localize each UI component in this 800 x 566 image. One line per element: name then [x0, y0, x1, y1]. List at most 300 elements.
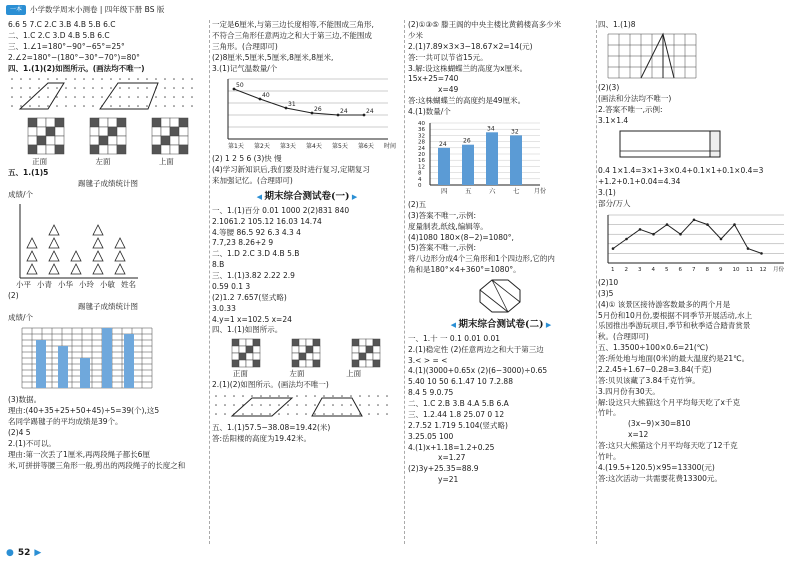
grid-dot — [377, 395, 379, 397]
grid-dot — [296, 404, 298, 406]
view-cell — [28, 136, 37, 145]
page-header — [6, 4, 164, 16]
header-title: 小学数学周末小测卷 | 四年级下册 BS 版 — [30, 4, 165, 14]
grid-dot — [341, 413, 343, 415]
answer-line: 名同学踢毽子的平均成绩是39个。 — [8, 417, 123, 427]
grid-dot — [332, 395, 334, 397]
answer-line: (5)答案不唯一,示例: — [408, 243, 477, 253]
view-cell — [239, 360, 246, 367]
view-cell — [55, 127, 64, 136]
grid-dot — [83, 88, 85, 90]
grid-dot — [173, 79, 175, 81]
grid-dot — [101, 79, 103, 81]
view-cell — [359, 346, 366, 353]
grid-dot — [128, 79, 130, 81]
line-chart-months — [598, 211, 794, 277]
col1-bottom-lines — [8, 395, 208, 471]
footer-bullet-icon: ● — [6, 547, 14, 558]
grid-dot — [287, 404, 289, 406]
answer-line: 2.∠2=180°−(180°−30°−70°)=80° — [8, 52, 140, 62]
grid-dot — [74, 97, 76, 99]
tick-label: 4 — [418, 176, 422, 183]
grid-dot — [56, 106, 58, 108]
answer-line: 3.(1) — [598, 188, 616, 198]
answer-line: 三、1.2.44 1.8 25.07 0 12 — [408, 409, 505, 419]
grid-dot — [173, 88, 175, 90]
answer-line: 二、1.C 2.B 3.B 4.A 5.B 6.A — [408, 399, 509, 409]
view-cell — [170, 136, 179, 145]
grid-dot — [11, 88, 13, 90]
view-cell — [352, 353, 359, 360]
answer-line: (2)3y+25.35=88.9 — [408, 464, 479, 474]
grid-dot — [164, 88, 166, 90]
answer-line: 解:设这只大熊猫这个月平均每天吃了x千克 — [598, 397, 740, 407]
tick-label: 3 — [638, 266, 642, 273]
grid-dot — [350, 404, 352, 406]
view-cell — [37, 118, 46, 127]
answer-line: 来加强记忆。(合理即可) — [212, 176, 293, 186]
grid-dot — [191, 97, 193, 99]
column-4 — [598, 20, 794, 544]
answer-line: 米,可拼拼等腰三角形一般,剪出的两段绳子的长度之和 — [8, 460, 186, 470]
x-unit-label: 月份 — [534, 187, 547, 195]
footer-arrow-icon: ▶ — [34, 547, 42, 558]
grid-dot — [305, 413, 307, 415]
grid-dot — [251, 404, 253, 406]
test2-title: ◀ 期末综合测试卷(二) ▶ — [450, 319, 552, 330]
grid-dot — [110, 88, 112, 90]
grid-dot — [38, 106, 40, 108]
triangle-icon — [93, 264, 103, 274]
grid-dot — [332, 413, 334, 415]
grid-dot — [386, 395, 388, 397]
grid-dot — [92, 88, 94, 90]
grid-dot — [11, 79, 13, 81]
answer-line: 2.7.52 1.719 5.104(竖式略) — [408, 420, 508, 430]
page-footer — [6, 547, 41, 560]
view-cell — [366, 360, 373, 367]
view-cell — [373, 339, 380, 346]
grid-dot — [119, 106, 121, 108]
view-cell — [373, 353, 380, 360]
view-cell — [179, 118, 188, 127]
answer-line: 3.四月份有30天。 — [598, 386, 660, 396]
grid-dot — [215, 413, 217, 415]
grid-dot — [386, 404, 388, 406]
view-cell — [246, 360, 253, 367]
grid-dot — [110, 79, 112, 81]
grid-dot — [20, 106, 22, 108]
view-cell — [161, 127, 170, 136]
grid-dot — [155, 97, 157, 99]
view-cell — [108, 127, 117, 136]
data-point — [233, 88, 236, 91]
tick-label: 11 — [746, 266, 753, 273]
view-cell — [170, 118, 179, 127]
grid-figure-1 — [598, 32, 794, 82]
three-views-figure-2 — [212, 337, 402, 371]
answer-line: (2)10 — [598, 277, 619, 287]
view-cell — [161, 136, 170, 145]
grid-dot — [65, 106, 67, 108]
grid-dot — [296, 413, 298, 415]
answer-line: 答:贝贝该藏了3.84千克竹笋。 — [598, 375, 700, 385]
view-cell — [28, 118, 37, 127]
view-cell — [152, 127, 161, 136]
answer-line: 五、1.3500÷100×0.6=21(℃) — [598, 343, 709, 353]
view-cell — [239, 339, 246, 346]
tick-label: 8 — [705, 266, 709, 273]
data-point — [259, 98, 262, 101]
grid-dot — [191, 106, 193, 108]
view-cell — [46, 136, 55, 145]
view-cell — [90, 127, 99, 136]
grid-dot — [287, 413, 289, 415]
pict-name: 小平 — [16, 279, 31, 289]
view-cell — [179, 127, 188, 136]
triangle-icon — [49, 238, 59, 248]
view-cell — [352, 346, 359, 353]
view-cell — [253, 339, 260, 346]
answer-line: 二、1.D 2.C 3.D 4.B 5.B — [212, 249, 300, 259]
answer-line: 一定是6厘米,与第三边长度相等,不能围成三角形, — [212, 20, 374, 29]
view-cell — [170, 145, 179, 154]
data-label: 26 — [463, 137, 471, 145]
bar — [58, 346, 68, 388]
view-cell — [28, 145, 37, 154]
grid-dot — [359, 395, 361, 397]
grid-dot — [56, 88, 58, 90]
data-point — [720, 238, 723, 241]
tick-label: 10 — [732, 266, 740, 273]
answer-line: 一、1.(1)百分 0.01 1000 2(2)831 840 — [212, 205, 350, 215]
answer-line: 二、1.C 2.C 3.D 4.B 5.B 6.C — [8, 30, 110, 40]
data-label: 31 — [288, 101, 296, 109]
data-label: 24 — [340, 108, 348, 116]
view-cell — [170, 127, 179, 136]
page-number: 52 — [17, 547, 31, 558]
answer-line: 2.(1)(2)如图所示。(画法均不唯一) — [212, 380, 329, 390]
bar — [36, 340, 46, 388]
grid-dot — [260, 395, 262, 397]
answer-line: (2)8厘米,5厘米,5厘米,8厘米,8厘米, — [212, 52, 334, 62]
tick-label: 1 — [611, 266, 615, 273]
bar — [462, 145, 474, 185]
pictograph — [8, 202, 208, 282]
triangle-icon — [93, 251, 103, 261]
bar — [438, 148, 450, 185]
bar — [80, 358, 90, 388]
grid-dot — [47, 88, 49, 90]
view-cell — [99, 145, 108, 154]
grid-dot — [341, 395, 343, 397]
grid-dot — [182, 88, 184, 90]
dot-grid-figure — [8, 75, 208, 115]
grid-dot — [47, 106, 49, 108]
answer-line: (4)1080 180×(8−2)=1080°, — [408, 232, 514, 242]
grid-dot — [74, 88, 76, 90]
grid-dot — [314, 413, 316, 415]
answer-line: (2)4 5 — [8, 428, 31, 437]
view-cell — [232, 339, 239, 346]
tick-label: 24 — [418, 145, 425, 152]
tick-label: 8 — [418, 170, 422, 177]
grid-dot — [173, 106, 175, 108]
tick-label: 32 — [418, 133, 425, 140]
blue-bar-chart — [8, 324, 208, 394]
answer-line: 5月份和10月份,要根据不同季节开展活动,水上 — [598, 310, 753, 320]
octagon-figure — [408, 277, 594, 315]
view-cell — [179, 145, 188, 154]
view-cell — [37, 136, 46, 145]
view-label: 左面 — [95, 157, 111, 167]
pictograph-title: 踢毽子成绩统计图 — [78, 179, 138, 189]
grid-dot — [20, 79, 22, 81]
view-cell — [313, 346, 320, 353]
view-cell — [152, 118, 161, 127]
tick-label: 第2天 — [254, 143, 270, 151]
answer-line: 3.< > = < — [408, 355, 448, 365]
grid-dot — [65, 97, 67, 99]
triangle-icon — [71, 264, 81, 274]
answer-line: 3.解:设这株蝴蝶兰的高度为x厘米。 — [408, 63, 528, 73]
answer-line: 3.(1)记气温数量/个 — [212, 63, 278, 73]
data-point — [733, 223, 736, 226]
tick-label: 12 — [759, 266, 767, 273]
data-point — [760, 252, 763, 255]
pict-name: 小玲 — [79, 279, 94, 289]
view-cell — [55, 136, 64, 145]
grid-dot — [182, 106, 184, 108]
grid-dot — [182, 79, 184, 81]
pictograph-ylabel: 成绩/个 — [8, 190, 34, 199]
answer-line: 理由:(40+35+25+50+45)÷5=39(个),这5 — [8, 406, 160, 416]
view-label: 正面 — [32, 157, 48, 167]
tick-label: 6 — [678, 266, 682, 273]
grid-dot — [101, 97, 103, 99]
answer-line: 5.40 10 50 6.1.47 10 7.2.88 — [408, 377, 513, 387]
answer-line: x=12 — [628, 430, 649, 440]
view-cell — [117, 136, 126, 145]
grid-dot — [83, 97, 85, 99]
tick-label: 第4天 — [306, 143, 322, 151]
tick-label: 16 — [418, 158, 425, 165]
bar — [102, 328, 112, 388]
answer-line: (2)(3) — [598, 82, 620, 92]
view-cell — [299, 339, 306, 346]
grid-dot — [137, 79, 139, 81]
grid-dot — [155, 106, 157, 108]
answer-line: 2.(1)不可以。 — [8, 438, 56, 448]
data-label: 26 — [314, 106, 322, 114]
answer-line: 4.(1)(3000+0.65x (2)(6−3000)÷0.65 — [408, 366, 548, 376]
answer-line: 理由:第一次丢了1厘米,再两段绳子都长6厘 — [8, 449, 150, 459]
three-views-figure — [8, 116, 208, 160]
view-cell — [55, 118, 64, 127]
view-label: 左面 — [289, 369, 305, 379]
data-point — [337, 114, 340, 117]
grid-dot — [155, 79, 157, 81]
grid-dot — [251, 395, 253, 397]
data-label: 24 — [366, 108, 374, 116]
tick-label: 7 — [692, 266, 696, 273]
answer-line: (3)数据。 — [8, 395, 42, 405]
view-cell — [46, 127, 55, 136]
column-divider — [404, 20, 405, 544]
view-cell — [299, 360, 306, 367]
answer-line: 2.答案不唯一,示例: — [598, 104, 663, 114]
triangle-icon — [115, 264, 125, 274]
answer-line: (3x−9)×30=810 — [628, 419, 691, 429]
answer-line: 0.59 0.1 3 — [212, 281, 251, 291]
grid-dot — [128, 97, 130, 99]
view-cell — [292, 346, 299, 353]
grid-dot — [191, 79, 193, 81]
grid-dot — [47, 97, 49, 99]
view-cell — [253, 360, 260, 367]
bar — [510, 135, 522, 185]
view-label: 上面 — [158, 157, 174, 167]
data-label: 34 — [487, 125, 495, 133]
pict-name: 小敏 — [100, 279, 115, 289]
grid-dot — [314, 404, 316, 406]
bar-ylabel: 成绩/个 — [8, 312, 34, 322]
data-point — [666, 223, 669, 226]
grid-dot — [269, 395, 271, 397]
grid-dot — [386, 413, 388, 415]
grid-dot — [137, 97, 139, 99]
tick-label: 40 — [418, 120, 425, 127]
tick-label: 9 — [719, 266, 723, 273]
view-cell — [152, 145, 161, 154]
grid-dot — [29, 97, 31, 99]
grid-dot — [20, 88, 22, 90]
answer-line: 秋。(合理即可) — [598, 332, 649, 342]
tick-label: 第5天 — [332, 143, 348, 151]
data-point — [311, 112, 314, 115]
tick-label: 28 — [418, 139, 425, 146]
data-label: 24 — [439, 140, 447, 148]
tick-label: 20 — [418, 151, 425, 158]
tick-label: 2 — [624, 266, 628, 273]
grid-dot — [323, 395, 325, 397]
view-cell — [292, 353, 299, 360]
grid-dot — [242, 395, 244, 397]
view-cell — [239, 346, 246, 353]
view-cell — [37, 127, 46, 136]
view-cell — [366, 339, 373, 346]
grid-dot — [110, 106, 112, 108]
view-cell — [117, 127, 126, 136]
answer-line: 三、1.(1)3.82 2.22 2.9 — [212, 271, 295, 281]
answer-line: 8.B — [212, 260, 225, 270]
grid-dot — [137, 88, 139, 90]
grid-dot — [377, 413, 379, 415]
answer-line: 四、1.(1)(2)如图所示。(画法均不唯一) — [8, 63, 145, 73]
col1-top-lines — [8, 20, 208, 74]
tick-label: 第3天 — [280, 143, 296, 151]
grid-dot — [29, 88, 31, 90]
tick-label: 0 — [418, 182, 422, 189]
grid-dot — [287, 395, 289, 397]
test1-title: ◀ 期末综合测试卷(一) ▶ — [256, 191, 358, 202]
view-cell — [246, 346, 253, 353]
section-five: 五、1.(1)5 — [8, 168, 49, 178]
grid-dot — [92, 97, 94, 99]
data-point — [652, 233, 655, 236]
grid-dot — [38, 79, 40, 81]
tick-label: 第6天 — [358, 143, 374, 151]
answer-line: 部分/万人 — [598, 199, 631, 208]
answer-line: 2.(1)稳定性 (2)任意两边之和大于第三边 — [408, 344, 544, 354]
view-cell — [366, 353, 373, 360]
answer-line: y=21 — [438, 475, 459, 485]
grid-dot — [359, 404, 361, 406]
view-cell — [232, 346, 239, 353]
category-label: 六 — [489, 186, 496, 195]
data-point — [706, 223, 709, 226]
tick-label: 月份 — [773, 266, 785, 273]
grid-dot — [350, 413, 352, 415]
view-cell — [313, 339, 320, 346]
brand-logo: 一本 — [6, 5, 26, 15]
answer-line: (画法和分法均不唯一) — [598, 93, 672, 103]
view-cell — [161, 118, 170, 127]
view-cell — [373, 346, 380, 353]
answer-line: 竹叶。 — [598, 451, 621, 461]
view-cell — [108, 118, 117, 127]
grid-dot — [251, 413, 253, 415]
answer-line: (2)五 — [408, 199, 427, 209]
data-point — [747, 247, 750, 250]
answer-line: 2.1061.2 105.12 16.03 14.74 — [212, 216, 322, 226]
view-cell — [359, 353, 366, 360]
answer-line: 4.(1)数量/个 — [408, 107, 451, 116]
data-label: 40 — [262, 92, 270, 100]
answer-line: x=49 — [438, 85, 459, 95]
triangle-icon — [93, 238, 103, 248]
tick-label: 4 — [651, 266, 655, 273]
triangle-icon — [115, 238, 125, 248]
view-cell — [352, 360, 359, 367]
view-cell — [117, 118, 126, 127]
dot-grid-figure-2 — [212, 392, 402, 422]
answer-line: 2.(1)7.89×3×3−18.67×2=14(元) — [408, 41, 533, 51]
answer-line: 五、1.(1)57.5−38.08=19.42(米) — [212, 423, 331, 433]
grid-dot — [83, 106, 85, 108]
view-cell — [152, 136, 161, 145]
grid-dot — [11, 97, 13, 99]
grid-dot — [368, 404, 370, 406]
grid-dot — [224, 413, 226, 415]
answer-line: 4.y=1 x=102.5 x=24 — [212, 314, 292, 324]
answer-line: 答:这只大熊猫这个月平均每天吃了12千克 — [598, 441, 738, 450]
view-cell — [117, 145, 126, 154]
data-point — [285, 107, 288, 110]
tick-label: 第1天 — [228, 143, 244, 151]
view-cell — [46, 118, 55, 127]
grid-dot — [38, 97, 40, 99]
grid-dot — [74, 106, 76, 108]
column-3 — [408, 20, 594, 544]
view-cell — [313, 360, 320, 367]
answer-line: 答:所处地与地面(0米)的最大温度约是21℃。 — [598, 354, 750, 363]
triangle-icon — [71, 251, 81, 261]
answer-line: 角和是180°×4+360°=1080°。 — [408, 265, 521, 275]
grid-dot — [128, 106, 130, 108]
grid-dot — [278, 404, 280, 406]
data-point — [612, 247, 615, 250]
